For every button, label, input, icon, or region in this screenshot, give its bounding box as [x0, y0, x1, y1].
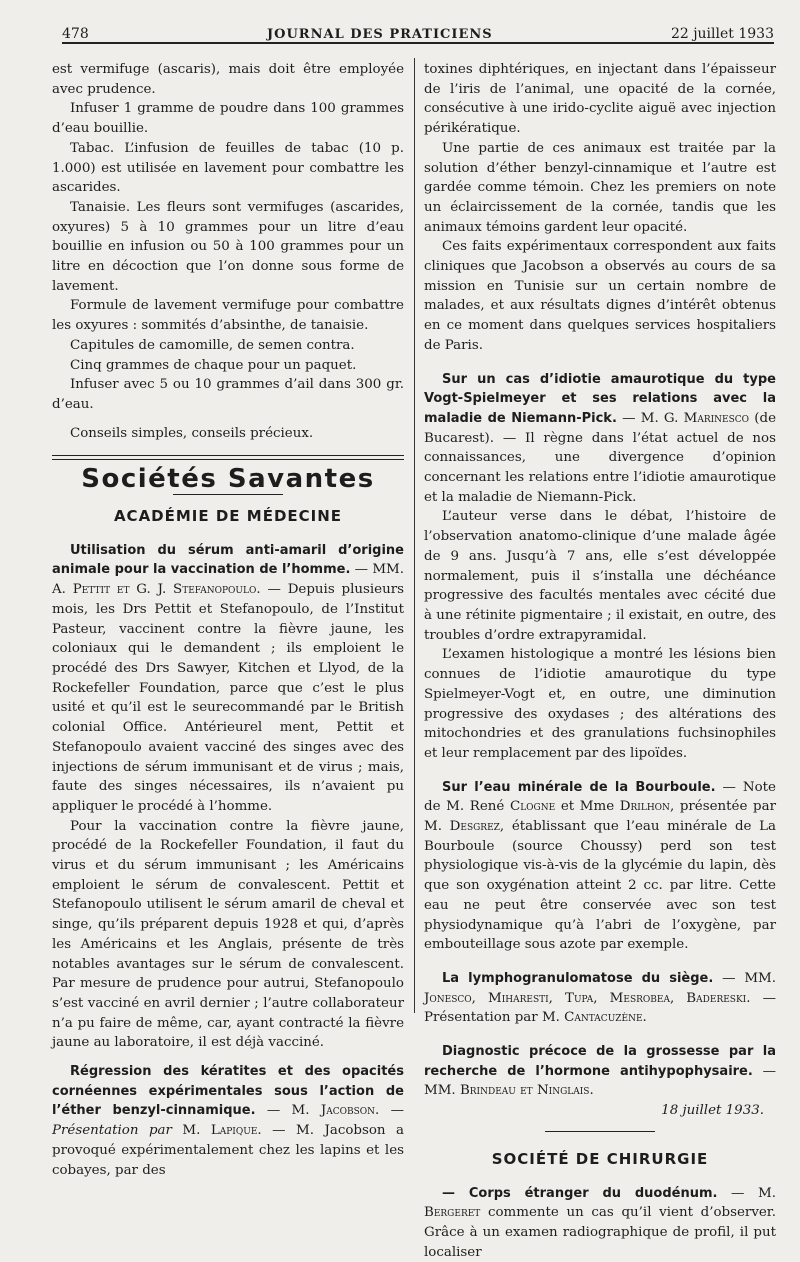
paragraph: L’examen histologique a montré les lésions bien connues de l’idiotie amaurotique du type Spielmeyer-Vogt et, en outre, une diminution progressive des oxydases ; des altérations des mitochondries et des granulations fuchsinophiles et leur remplacement par des lipoïdes. [424, 647, 776, 761]
article-bourboule: Sur l’eau minérale de la Bourboule. — Note de M. René Clogne et Mme Drilhon, présentée par M. Desgrez, établissant que l’eau minérale de La Bourboule (source Choussy) perd son test physiologique vis-à-vis de la glycémie du lapin, dès que son oxygénation atteint 2 cc. par litre. Cette eau ne peut être conservée avec son test physiodynamique qu’à l’abri de l’oxygène, par embouteillage sous azote par exemple. [424, 779, 776, 953]
article-duodenum: — Corps étranger du duodénum. — M. Bergeret commente un cas qu’il vient d’observer. Grâce à un examen radiographique de profil, il put localiser [424, 1185, 776, 1260]
page-number: 478 [62, 26, 89, 42]
session-date: 18 juillet 1933. [661, 1103, 764, 1119]
article-authors: Jacobson. [320, 1103, 380, 1119]
article-title: Utilisation du sérum anti-amaril d’origine animale pour la vaccination de l’homme. [52, 542, 404, 578]
paragraph: Ces faits expérimentaux correspondent aux faits cliniques que Jacobson a observés au cours de sa mission en Tunisie sur un certain nombre de malades, et aux résultats dignes d’intérêt obtenus en ce moment dans quelques services hospitaliers de Paris. [424, 239, 776, 353]
article-authors: Bergeret [424, 1205, 481, 1221]
academy-title: ACADÉMIE DE MÉDECINE [113, 507, 343, 526]
article-title: Sur l’eau minérale de la Bourboule. [442, 779, 716, 795]
header-rule [62, 42, 774, 44]
article-idiotie: Sur un cas d’idiotie amaurotique du type Vogt-Spielmeyer et ses relations avec la maladie de Niemann-Pick. — M. G. Marinesco (de Bucarest). — Il règne dans l’état actuel de nos connaissances, une divergence d’opinion concernant les relations entre l’idiotie amaurotique et la maladie de Niemann-Pick. [424, 371, 776, 505]
paragraph: Conseils simples, conseils précieux. [70, 425, 314, 441]
paragraph: Cinq grammes de chaque pour un paquet. [70, 357, 357, 373]
paragraph: Capitules de camomille, de semen contra. [70, 337, 355, 353]
article-authors: Jonesco, Miharesti, Tupa, Mesrobea, Badereski. [424, 990, 751, 1006]
paragraph: est vermifuge (ascaris), mais doit être employée avec prudence. [52, 62, 404, 97]
section-rule [52, 455, 404, 460]
article-authors: Marinesco [683, 410, 750, 426]
article-keratites: Régression des kératites et des opacités cornéennes expérimentales sous l’action de l’éther benzyl-cinnamique. — M. Jacobson. — Présentation par M. Lapique. — M. Jacobson a provoqué expérimentalement chez les lapins et les cobayes, par des [52, 1064, 404, 1178]
article-title: — Corps étranger du duodénum. [442, 1185, 718, 1201]
paragraph: Tabac. L’infusion de feuilles de tabac (10 p. 1.000) est utilisée en lavement pour combattre les ascarides. [52, 140, 404, 196]
right-column [424, 60, 776, 1262]
page-header [62, 18, 774, 42]
article-authors: A. Pettit et G. J. Stefanopoulo. [52, 582, 261, 598]
chirurgie-title: SOCIÉTÉ DE CHIRURGIE [491, 1149, 709, 1168]
article-title: La lymphogranulomatose du siège. [442, 970, 714, 986]
article-serum: Utilisation du sérum anti-amaril d’origine animale pour la vaccination de l’homme. — MM. A. Pettit et G. J. Stefanopoulo. — Depuis plusieurs mois, les Drs Pettit et Stefanopoulo, de l’Institut Pasteur, vaccinent contre la fièvre jaune, les coloniaux qui le demandent ; ils emploient le procédé des Drs Sawyer, Kitchen et Llyod, de la Rockefeller Foundation, parce que c’est le plus usité et qu’il est le seurecommandé par le British colonial Office. Antérieurel ment, Pettit et Stefanopoulo avaient vacciné des singes avec des injections de sérum immunisant et de virus ; mais, faute des singes nécessaires, ils n’avaient pu appliquer le procédé à l’homme. [52, 542, 404, 814]
article-authors: Brindeau et Ninglais. [459, 1083, 594, 1099]
article-title: Diagnostic précoce de la grossesse par la recherche de l’hormone antihypophysaire. [424, 1044, 776, 1079]
paragraph: Tanaisie. Les fleurs sont vermifuges (ascarides, oxyures) 5 à 10 grammes pour un litre d’eau bouillie en infusion ou 50 à 100 grammes pour un litre en décoction que l’on donne sous forme de lavement. [52, 199, 404, 294]
paragraph: toxines diphtériques, en injectant dans l’épaisseur de l’iris de l’animal, une opacité de la cornée, consécutive à une irido-cyclite aiguë avec injection périkératique. [424, 62, 776, 137]
paragraph: Formule de lavement vermifuge pour combattre les oxyures : sommités d’absinthe, de tanaisie. [52, 298, 404, 334]
section-rule [545, 1131, 655, 1132]
paragraph: L’auteur verse dans le débat, l’histoire de l’observation anatomo-clinique d’une malade âgée de 9 ans. Jusqu’à 7 ans, elle s’est développée normalement, puis il s’installa une déchéance progressive des facultés mentales avec cécité due à une rétinite pigmentaire ; il existait, en outre, des troubles d’ordre extrapyramidal. [424, 509, 776, 643]
article-title: Régression des kératites et des opacités cornéennes expérimentales sous l’action de l’éther benzyl-cinnamique. [52, 1064, 404, 1119]
title-rule [173, 494, 283, 495]
article-lympho: La lymphogranulomatose du siège. — MM. Jonesco, Miharesti, Tupa, Mesrobea, Badereski. — Présentation par M. Cantacuzène. [424, 970, 777, 1026]
left-column [52, 60, 404, 1180]
article-grossesse: Diagnostic précoce de la grossesse par la recherche de l’hormone antihypophysaire. — MM. Brindeau et Ninglais. [424, 1044, 776, 1099]
paragraph: Pour la vaccination contre la fièvre jaune, procédé de la Rockefeller Foundation, il faut du virus et du sérum immunisant ; les Américains emploient le sérum de convalescent. Pettit et Stefanopoulo utilisent le sérum amaril de cheval et singe, qu’ils préparent depuis 1928 et qui, d’après les Américains et les Anglais, présente de très notables avantages sur le sérum de convalescent. Par mesure de prudence pour autrui, Stefanopoulo s’est vacciné en avril dernier ; l’autre collaborateur n’a pu faire de même, car, ayant contracté la fièvre jaune au laboratoire, il est déjà vacciné. [52, 818, 404, 1051]
issue-date: 22 juillet 1933 [670, 26, 774, 42]
column-divider [414, 58, 415, 1013]
paragraph: Infuser 1 gramme de poudre dans 100 grammes d’eau bouillie. [52, 101, 404, 137]
journal-title: JOURNAL DES PRATICIENS [267, 27, 493, 42]
paragraph: Une partie de ces animaux est traitée par la solution d’éther benzyl-cinnamique et l’autre est gardée comme témoin. Chez les premiers on note un éclaircissement de la cornée, tandis que les animaux témoins gardent leur opacité. [424, 140, 776, 235]
paragraph: Infuser avec 5 ou 10 grammes d’ail dans 300 gr. d’eau. [52, 377, 404, 412]
section-title: Sociétés Savantes [81, 464, 375, 495]
article-title: Sur un cas d’idiotie amaurotique du type Vogt-Spielmeyer et ses relations avec la maladie de Niemann-Pick. [424, 371, 776, 426]
